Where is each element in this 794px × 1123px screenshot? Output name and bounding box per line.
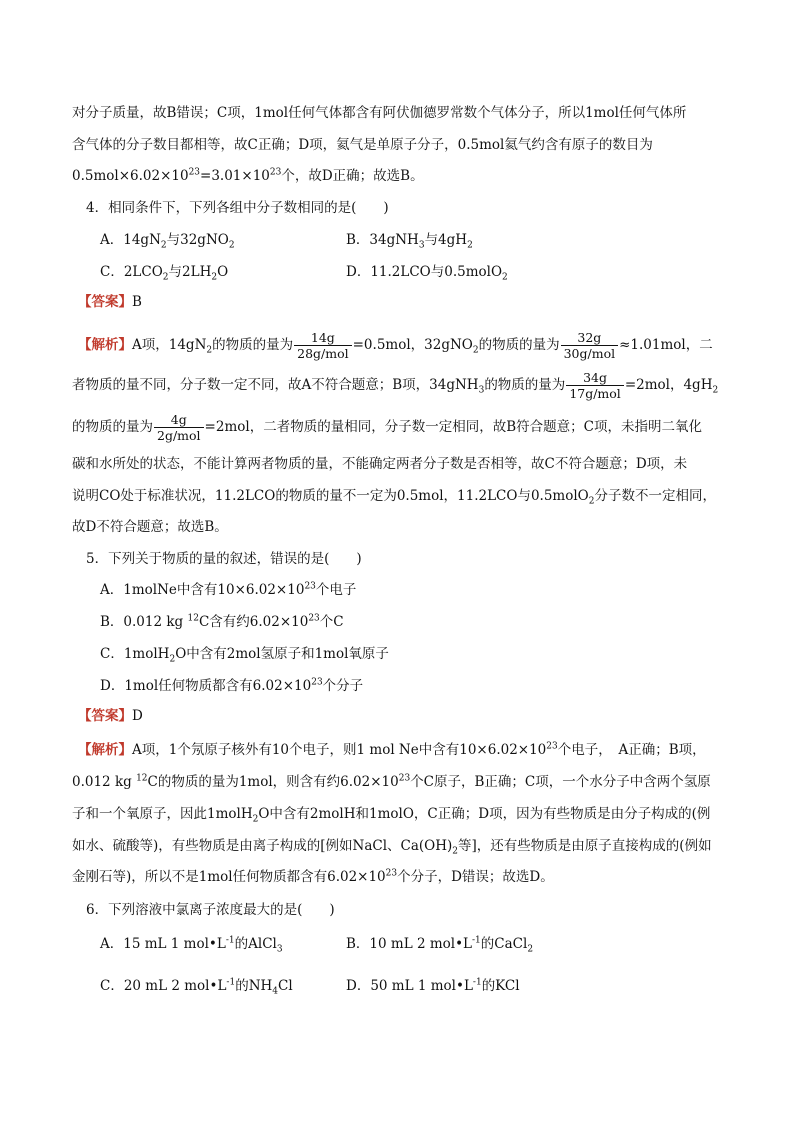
question-4-option-b: B．34gNH$_3$与$4gH_2$ — [346, 232, 473, 251]
question-4-option-a: A．$14gN_2$与32gNO$_2$ — [100, 232, 235, 251]
question-5-option-d: D．1mol任何物质都含有$6.02\times 10^{23}$个分子 — [100, 677, 364, 694]
question-4-explanation-line-2: 者物质的量不同，分子数一定不同，故A不符合题意；B项，34gNH$_3$的物质的量为 $\frac{34g}{\text{17g/mol}}$ =2mol，$4gH_2$ — [72, 370, 719, 401]
question-5-option-c: C．1molH$_2$O中含有2mol氢原子和1mol氧原子 — [100, 646, 389, 665]
question-6-option-a: A．15 mL 1 $mol•L^{-1}$的AlCl$_3$ — [100, 935, 283, 955]
question-5-answer: 【答案】D — [78, 708, 143, 724]
question-6-option-b: B．10 mL 2 $mol•L^{-1}$的CaCl$_2$ — [346, 935, 534, 955]
continued-explanation-line-3: $0.5mol\times 6.02\times 10^{23}=3.01\times 10^{23}$个，故D正确；故选B。 — [72, 167, 424, 184]
fraction: $\frac{34g}{\text{17g/mol}}$ — [566, 370, 624, 401]
question-4-option-c: C．$2LCO_2$与$2LH_2O$ — [100, 264, 229, 283]
continued-explanation-line-1: 对分子质量，故B错误；C项，1mol任何气体都含有阿伏伽德罗常数个气体分子，所以1mol任何气体所 — [72, 105, 687, 121]
question-6-stem: 6．下列溶液中氯离子浓度最大的是( ) — [86, 902, 335, 918]
question-5-explanation-line-3: 子和一个氧原子，因此1molH$_2$O中含有2molH和1molO，C正确；D项，因为有些物质是由分子构成的(例 — [72, 806, 711, 825]
fraction: $\frac{4g}{\text{2g/mol}}$ — [154, 412, 204, 443]
fraction: $\frac{14g}{\text{28g/mol}}$ — [294, 330, 352, 361]
question-5-explanation-line-2: 0.012 kg $^{12}$C的物质的量为1mol，则含有约$6.02\times 10^{23}$个C原子，B正确；C项，一个水分子中含两个氢原 — [72, 773, 711, 790]
question-4-explanation-line-4: 碳和水所处的状态，不能计算两者物质的量，不能确定两者分子数是否相等，故C不符合题意；D项，未 — [72, 456, 688, 472]
question-5-option-b: B．0.012 kg $^{12}$C含有约$6.02\times 10^{23}$个C — [100, 613, 344, 630]
question-6-option-c: C．20 mL 2 $mol•L^{-1}$的$NH_4Cl$ — [100, 977, 293, 997]
fraction: $\frac{32g}{\text{30g/mol}}$ — [561, 330, 619, 361]
question-5-option-a: A．1molNe中含有$10\times 6.02\times 10^{23}$个电子 — [100, 581, 357, 598]
question-4-explanation-line-5: 说明CO处于标准状况，11.2LCO的物质的量不一定为0.5mol，11.2LCO与0.5molO$_2$分子数不一定相同， — [72, 488, 716, 507]
question-5-explanation-line-1: 【解析】A项，1个氖原子核外有10个电子，则1 mol Ne中含有$10\times 6.02\times 10^{23}$个电子， A正确；B项， — [78, 741, 706, 758]
question-5-explanation-line-5: 金刚石等)，所以不是1mol任何物质都含有$6.02\times 10^{23}$个分子，D错误；故选D。 — [72, 868, 554, 885]
question-4-explanation-line-3: 的物质的量为 $\frac{4g}{\text{2g/mol}}$ =2mol，二者物质的量相同，分子数一定相同，故B符合题意；C项，未指明二氧化 — [72, 412, 702, 443]
question-4-stem: 4．相同条件下，下列各组中分子数相同的是( ) — [86, 200, 389, 216]
continued-explanation-line-2: 含气体的分子数目都相等，故C正确；D项，氦气是单原子分子，0.5mol氦气约含有原子的数目为 — [72, 137, 653, 153]
question-5-explanation-line-4: 如水、硫酸等)，有些物质是由离子构成的[例如NaCl、$Ca(OH)_2$等]，还有些物质是由原子直接构成的(例如 — [72, 838, 712, 857]
question-4-explanation-line-6: 故D不符合题意；故选B。 — [72, 519, 228, 535]
question-5-stem: 5．下列关于物质的量的叙述，错误的是( ) — [86, 551, 362, 567]
question-4-option-d: D．11.2LCO与0.5molO$_2$ — [346, 264, 508, 283]
question-4-answer: 【答案】B — [78, 294, 142, 310]
question-6-option-d: D．50 mL 1 $mol•L^{-1}$的KCl — [346, 977, 520, 994]
question-4-explanation-line-1: 【解析】A项，$14gN_2$的物质的量为 $\frac{14g}{\text{28g/mol}}$ =0.5mol，32gNO$_2$的物质的量为 $\frac{32g}{\text{30g/mol}}$ ≈1.01mol，二 — [78, 330, 713, 361]
